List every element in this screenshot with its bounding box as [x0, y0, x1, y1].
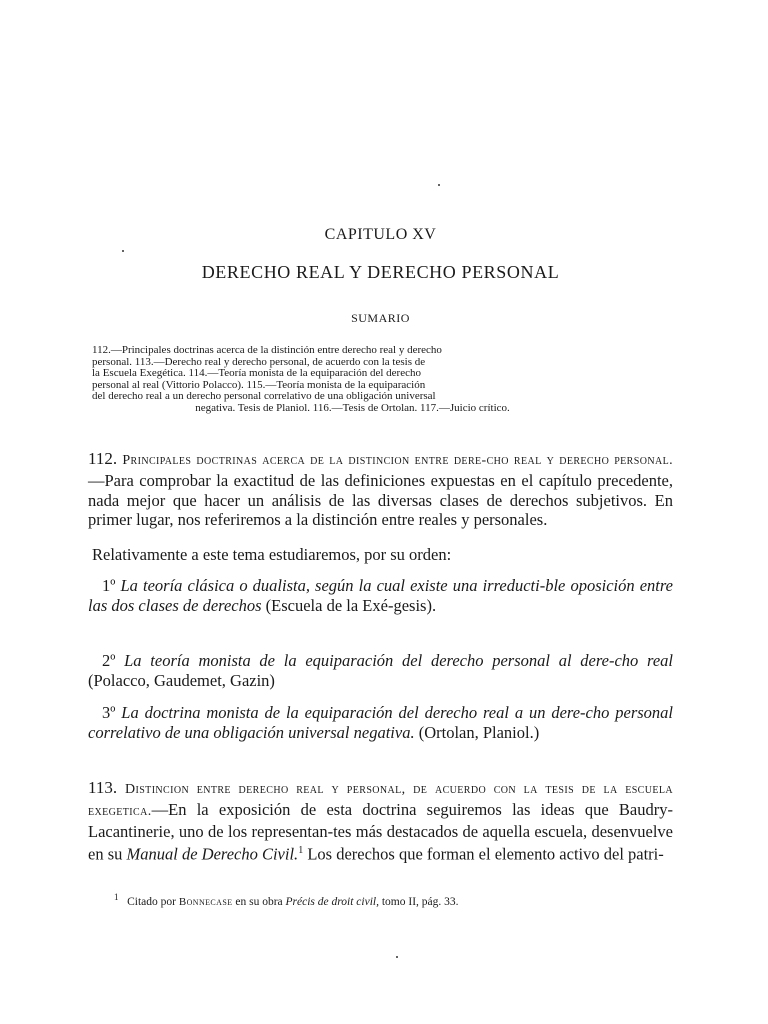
- item-marker: 1º: [102, 576, 116, 595]
- sumario-line: la Escuela Exegética. 114.—Teoría monista de la equiparación del derecho: [92, 367, 421, 380]
- list-item: [88, 576, 673, 616]
- item-italic: La doctrina monista de la equiparación del derecho real a un dere-cho personal correlativo de una obligación universal negativa.: [88, 703, 674, 742]
- section-heading: Principales doctrinas acerca de la distincion entre dere-cho real y derecho personal.: [122, 453, 673, 468]
- item-marker: 2º: [102, 651, 116, 670]
- speck-mark: [438, 184, 440, 186]
- item-plain: (Polacco, Gaudemet, Gazin): [88, 670, 275, 690]
- section-number: 112.: [88, 449, 118, 468]
- footnote: [88, 892, 673, 908]
- section-text-cont: Los derechos que forman el elemento activo del patri-: [303, 844, 664, 864]
- item-italic: La teoría clásica o dualista, según la cual existe una irreducti-ble oposición entre las dos clases de derechos: [88, 576, 673, 615]
- footnote-text: Citado por: [127, 895, 179, 908]
- chapter-heading: CAPITULO XV: [324, 226, 437, 243]
- sumario-line: 112.—Principales doctrinas acerca de la distinción entre derecho real y derecho: [92, 344, 442, 356]
- item-plain: (Escuela de la Exé-gesis).: [261, 595, 437, 615]
- footnote-ref: 1: [298, 845, 304, 857]
- section-text: —Para comprobar la exactitud de las definiciones expuestas en el capítulo precedente, nada mejor que hacer un análisis de las diversas clases de derechos subjetivos. En primer lugar, nos referiremos a la distinción entre reales y personales.: [88, 470, 673, 530]
- section-112: [88, 449, 673, 530]
- footnote-work: Précis de droit civil,: [285, 895, 379, 908]
- footnote-author: Bonnecase: [178, 895, 233, 908]
- section-113: [88, 778, 673, 865]
- speck-mark: [122, 250, 124, 252]
- sumario-line: negativa. Tesis de Planiol. 116.—Tesis de Ortolan. 117.—Juicio crítico.: [195, 401, 510, 414]
- sumario-heading: SUMARIO: [351, 311, 410, 325]
- footnote-mark: 1: [114, 892, 119, 902]
- item-marker: 3º: [102, 703, 116, 722]
- section-number: 113.: [88, 778, 118, 797]
- section-heading: Distincion entre derecho real y personal, de acuerdo con la tesis de la escuela exegetica.: [88, 782, 674, 819]
- chapter-title: DERECHO REAL Y DERECHO PERSONAL: [201, 262, 560, 282]
- speck-mark: [396, 956, 398, 958]
- list-item: [88, 651, 673, 691]
- sumario-line: personal al real (Vittorio Polacco). 115.—Teoría monista de la equiparación: [92, 378, 426, 391]
- work-title: Manual de Derecho Civil.: [126, 844, 299, 864]
- item-plain: (Ortolan, Planiol.): [414, 722, 540, 742]
- section-text: —En la exposición de esta doctrina seguiremos las ideas que Baudry-Lacantinerie, uno de los representan-tes más destacados de aquella escuela, desenvuelve en su: [88, 799, 673, 864]
- footnote-text: tomo II, pág. 33.: [378, 895, 459, 908]
- footnote-text: en su obra: [232, 895, 286, 908]
- intro-text: Relativamente a este tema estudiaremos, por su orden:: [92, 545, 452, 564]
- sumario-line: del derecho real a un derecho personal correlativo de una obligación universal: [92, 390, 436, 403]
- list-item: [88, 703, 673, 743]
- item-italic: La teoría monista de la equiparación del derecho personal al dere-cho real: [124, 651, 673, 670]
- sumario-line: personal. 113.—Derecho real y derecho personal, de acuerdo con la tesis de: [92, 355, 426, 368]
- section-intro: [88, 545, 673, 565]
- sumario-block: [92, 345, 613, 415]
